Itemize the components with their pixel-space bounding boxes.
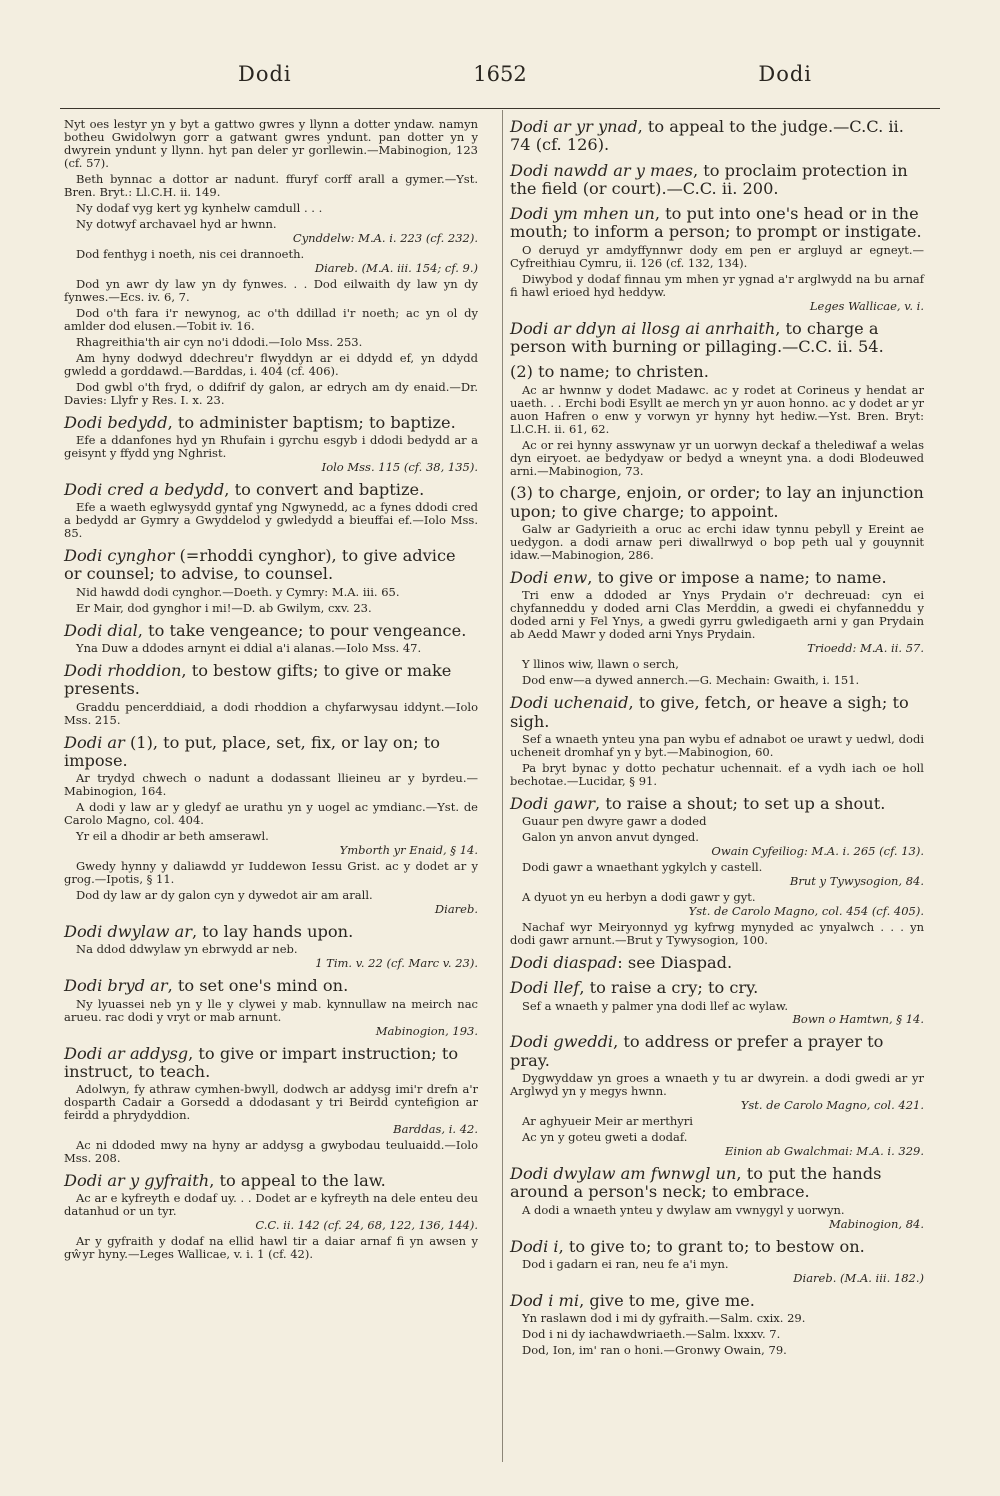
citation: Ar aghyueir Meir ar merthyri [522,1114,693,1129]
entry-headword: Dodi dwylaw am fwnwgl un, to put the hands around a person's neck; to embrace. [510,1163,882,1202]
page-header [60,62,940,102]
citation-source: Owain Cyfeiliog: M.A. i. 265 (cf. 13). [711,844,924,859]
citation: Dod i ni dy iachawdwriaeth.—Salm. lxxxv. 7. [522,1327,781,1342]
citation: Nachaf wyr Meiryonnyd yg kyfrwg mynyded ac ynyalwch . . . yn dodi gawr arnunt.—Brut y Tywysogion, 100. [510,919,924,947]
dictionary-entry [510,484,924,562]
headword-phrase: Dodi llef [510,978,580,998]
entry-headword: Dodi gweddi, to address or prefer a prayer to pray. [510,1032,884,1070]
headword-phrase: Dodi gweddi [510,1032,614,1052]
headword-phrase: Dodi ym mhen un [510,204,655,224]
entry-headword: Dodi cred a bedydd, to convert and baptize. [64,479,425,499]
header-rule [60,108,940,109]
dictionary-entry [64,977,478,1037]
dictionary-entry [64,662,478,727]
citation: Galon yn anvon anvut dynged. [522,830,699,845]
entry-headword: Dodi dwylaw ar, to lay hands upon. [64,922,354,942]
citation: Yn raslawn dod i mi dy gyfraith.—Salm. cxix. 29. [522,1311,806,1326]
citation: Graddu pencerddiaid, a dodi rhoddion a chyfarwysau iddynt.—Iolo Mss. 215. [64,699,478,727]
dictionary-entry [510,1238,924,1285]
citation: A dyuot yn eu herbyn a dodi gawr y gyt. [522,889,756,904]
entry-headword: (3) to charge, enjoin, or order; to lay an injunction upon; to give charge; to appoint. [510,483,924,521]
citation-source: Iolo Mss. 115 (cf. 38, 135). [321,459,478,474]
citation: Adolwyn, fy athraw cymhen-bwyll, dodwch ar addysg imi'r drefn a'r dosparth Cadair a Gorsedd a ddodasant y tri Beirdd cyntefigion ar feirdd a phrydyddion. [64,1082,478,1123]
citation: Ac ar hwnnw y dodet Madawc. ac y rodet at Corineus y hendat ar uaeth. . . Erchi bodi Esyllt ae merch yn yr auon honno. ac y dodet ar yr auon Hafren o enw y vorwyn yr hynny hyt hediw.—Yst. Bren. Bryt: Ll.C.H. ii. 61, 62. [510,382,925,436]
running-head-left: Dodi [238,62,292,86]
dictionary-entry [510,569,924,687]
citation: Yna Duw a ddodes arnynt ei ddial a'i alanas.—Iolo Mss. 47. [76,641,422,656]
entry-headword: Dodi i, to give to; to grant to; to bestow on. [510,1236,865,1256]
entry-headword: Dodi bedydd, to administer baptism; to baptize. [64,412,456,432]
citation-source: 1 Tim. v. 22 (cf. Marc v. 23). [315,956,478,971]
citation-source: Mabinogion, 193. [375,1023,478,1038]
citation: Diwybod y dodaf finnau ym mhen yr ygnad a'r arglwydd na bu arnaf fi hawl erioed hyd heddyw. [510,271,924,299]
citation: Ac yn y goteu gweti a dodaf. [522,1130,688,1144]
citation: Er Mair, dod gynghor i mi!—D. ab Gwilym, cxv. 23. [76,600,372,615]
entry-headword: Dodi ar ddyn ai llosg ai anrhaith, to charge a person with burning or pillaging.—C.C. ii. 54. [510,318,884,356]
dictionary-entry [510,1165,924,1231]
dictionary-entry [64,923,478,970]
citation: A dodi y law ar y gledyf ae urathu yn y uogel ac ymdianc.—Yst. de Carolo Magno, col. 404. [64,800,478,828]
entry-headword: Dodi ar (1), to put, place, set, fix, or lay on; to impose. [64,732,440,770]
citation-source: Trioedd: M.A. ii. 57. [807,641,924,656]
dictionary-entry [64,547,478,615]
headword-phrase: Dodi cred a bedydd [64,479,225,499]
headword-phrase: Dodi ar y gyfraith [64,1171,210,1191]
headword-phrase: Dodi cynghor [64,546,175,566]
citation: Dod gwbl o'th fryd, o ddifrif dy galon, ar edrych am dy enaid.—Dr. Davies: Llyfr y Res. I. x. 23. [64,379,478,407]
citation-source: Yst. de Carolo Magno, col. 454 (cf. 405). [688,903,924,918]
dictionary-entry [64,414,478,474]
headword-phrase: Dodi gawr [510,793,596,813]
entry-headword: Dod i mi, give to me, give me. [510,1290,755,1310]
citation: Pa bryt bynac y dotto pechatur uchennait. ef a vydh iach oe holl bechotae.—Lucidar, § 91. [510,760,924,788]
citation: Ar y gyfraith y dodaf na ellid hawl tir a daiar arnaf fi yn awsen y gŵyr hyny.—Leges Wallicae, v. i. 1 (cf. 42). [64,1234,478,1262]
headword-phrase: Dodi enw [510,568,588,588]
citation: Ny dotwyf archavael hyd ar hwnn. [76,216,277,231]
entry-headword: Dodi enw, to give or impose a name; to name. [510,568,887,588]
headword-phrase: Dodi diaspad [510,952,618,972]
dictionary-entry [64,734,478,916]
citation: Ac ar e kyfreyth e dodaf uy. . . Dodet ar e kyfreyth na dele enteu deu datanhud or un tyr. [64,1191,478,1219]
citation-source: C.C. ii. 142 (cf. 24, 68, 122, 136, 144). [255,1218,478,1233]
entry-headword: Dodi ar yr ynad, to appeal to the judge.—C.C. ii. 74 (cf. 126). [510,117,904,155]
citation: Dodi gawr a wnaethant ygkylch y castell. [522,860,763,874]
dictionary-entry [510,795,924,947]
dictionary-entry [510,320,924,357]
entry-headword: Dodi nawdd ar y maes, to proclaim protection in the field (or court).—C.C. ii. 200. [510,160,908,198]
dictionary-entry [510,205,924,313]
citation: Ac ni ddoded mwy na hyny ar addysg a gwybodau teuluaidd.—Iolo Mss. 208. [64,1138,478,1166]
citation-source: Diareb. [434,902,478,917]
entry-headword: Dodi bryd ar, to set one's mind on. [64,976,349,996]
left-column [64,118,478,1268]
entry-headword: Dodi llef, to raise a cry; to cry. [510,978,759,998]
entry-headword: Dodi rhoddion, to bestow gifts; to give or make presents. [64,661,452,699]
citation-source: Ymborth yr Enaid, § 14. [339,843,478,858]
citation: Am hyny dodwyd ddechreu'r flwyddyn ar ei ddydd ef, yn ddydd gwledd a gorddawd.—Barddas, i. 404 (cf. 406). [64,350,478,378]
citation: Dygwyddaw yn groes a wnaeth y tu ar dwyrein. a dodi gwedi ar yr Arglwyd yn y megys hwnn. [510,1071,924,1099]
citation: Dod i gadarn ei ran, neu fe a'i myn. [522,1256,729,1271]
citation: Galw ar Gadyrieith a oruc ac erchi idaw tynnu pebyll y Ereint ae uedygon. a dodi arnaw peri diwallrwyd o bop peth ual y gouynnit idaw.—Mabinogion, 286. [510,522,924,563]
headword-phrase: Dodi ar addysg [64,1043,189,1063]
citation: Dod, Ion, im' ran o honi.—Gronwy Owain, 79. [522,1343,787,1358]
citation: Rhagreithia'th air cyn no'i ddodi.—Iolo Mss. 253. [76,334,363,349]
entry-headword: Dodi diaspad: see Diaspad. [510,952,733,972]
citation-source: Cynddelw: M.A. i. 223 (cf. 232). [292,230,478,245]
dictionary-entry [64,481,478,540]
entry-headword: Dodi uchenaid, to give, fetch, or heave a sigh; to sigh. [510,693,909,731]
citation-source: Diareb. (M.A. iii. 154; cf. 9.) [314,260,478,275]
citation-source: Barddas, i. 42. [393,1122,478,1137]
dictionary-entry [510,1292,924,1357]
headword-phrase: Dodi dwylaw ar [64,922,192,942]
headword-phrase: Dodi bedydd [64,412,168,432]
dictionary-entry [510,363,924,477]
headword-phrase: Dodi bryd ar [64,976,168,996]
citation: Dod fenthyg i noeth, nis cei drannoeth. [76,246,305,261]
citation-source: Einion ab Gwalchmai: M.A. i. 329. [724,1143,924,1158]
running-head-right: Dodi [758,62,812,86]
column-divider [502,110,503,1462]
citation: Nid hawdd dodi cynghor.—Doeth. y Cymry: M.A. iii. 65. [76,584,400,599]
citation: Ac or rei hynny asswynaw yr un uorwyn deckaf a thelediwaf a welas dyn eiryoet. ae bedydyaw or bedyd a wneynt yna. a dodi Blodeuwed arni.—Mabinogion, 73. [510,437,924,478]
entry-headword: (2) to name; to christen. [510,362,709,382]
entry-headword: Dodi gawr, to raise a shout; to set up a shout. [510,793,886,813]
citation: Dod enw—a dywed annerch.—G. Mechain: Gwaith, i. 151. [522,673,860,688]
dictionary-entry [510,162,924,199]
headword-phrase: Dodi dwylaw am fwnwgl un [510,1163,737,1183]
headword-phrase: Dodi i [510,1236,559,1256]
citation: Sef a wnaeth ynteu yna pan wybu ef adnabot oe urawt y uedwl, dodi ucheneit dromhaf yn y byt.—Mabinogion, 60. [510,731,924,759]
headword-phrase: Dodi dial [64,620,138,640]
headword-phrase: Dodi ar [64,732,125,752]
citation: Nyt oes lestyr yn y byt a gattwo gwres y llynn a dotter yndaw. namyn botheu Gwidolwyn gorr a gatwant gwres yndunt. pan dotter yn y dwyrein yndunt y llynn. hyt pan deler yr gorllewin.—Mabinogion, 123 (cf. 57). [64,117,478,170]
citation: Dod dy law ar dy galon cyn y dywedot air am arall. [76,888,373,903]
citation: Ny dodaf vyg kert yg kynhelw camdull . . . [76,200,323,215]
citation: Guaur pen dwyre gawr a doded [522,814,707,829]
headword-phrase: Dodi rhoddion [64,661,182,681]
citation: O deruyd yr amdyffynnwr dody em pen er argluyd ar egneyt.—Cyfreithiau Cymru, ii. 126 (cf. 132, 134). [510,242,924,270]
dictionary-entry [64,1172,478,1261]
citation-source: Mabinogion, 84. [829,1216,924,1231]
right-column [510,118,924,1364]
dictionary-entry [64,118,478,407]
citation: Ar trydyd chwech o nadunt a dodassant llieineu ar y byrdeu.—Mabinogion, 164. [64,771,478,799]
citation: Dod o'th fara i'r newynog, ac o'th ddillad i'r noeth; ac yn ol dy amlder dod elusen.—Tobit iv. 16. [64,305,478,333]
entry-headword: Dodi ar y gyfraith, to appeal to the law. [64,1171,386,1191]
headword-phrase: Dodi nawdd ar y maes [510,160,693,180]
headword-phrase: Dodi uchenaid [510,693,629,713]
citation-source: Leges Wallicae, v. i. [809,298,924,313]
dictionary-entry [510,694,924,788]
dictionary-entry [510,1033,924,1158]
citation: Y llinos wiw, llawn o serch, [522,657,679,672]
headword-phrase: Dodi ar yr ynad [510,117,638,136]
page-number: 1652 [473,62,527,86]
dictionary-entry [510,118,924,155]
entry-headword: Dodi dial, to take vengeance; to pour vengeance. [64,620,467,640]
citation: Tri enw a ddoded ar Ynys Prydain o'r dechreuad: cyn ei chyfanneddu y doded arni Clas Merddin, a gwedi ei chyfanneddu y doded arni y Fel Ynys, a gwedi gyrru gwledigaeth arni y gan Prydain ab Aedd Mawr y doded arni Ynys Prydain. [510,588,924,642]
dictionary-entry [510,979,924,1026]
headword-phrase: Dodi ar ddyn ai llosg ai anrhaith [510,318,776,338]
entry-headword: Dodi ar addysg, to give or impart instruction; to instruct, to teach. [64,1043,459,1081]
citation: Ny lyuassei neb yn y lle y clywei y mab. kynnullaw na meirch nac arueu. rac dodi y vryt or mab arnunt. [64,996,478,1024]
citation: Na ddod ddwylaw yn ebrwydd ar neb. [76,942,298,957]
citation: Efe a ddanfones hyd yn Rhufain i gyrchu esgyb i ddodi bedydd ar a geisynt y ffydd yng Nghrist. [64,432,478,460]
dictionary-entry [64,1045,478,1166]
citation-source: Brut y Tywysogion, 84. [789,873,924,888]
citation-source: Bown o Hamtwn, § 14. [792,1012,924,1027]
citation: Sef a wnaeth y palmer yna dodi llef ac wylaw. [522,998,789,1013]
citation-source: Yst. de Carolo Magno, col. 421. [740,1098,924,1113]
entry-headword: Dodi cynghor (=rhoddi cynghor), to give advice or counsel; to advise, to counsel. [64,546,456,584]
citation: A dodi a wnaeth ynteu y dwylaw am vwnygyl y uorwyn. [522,1202,845,1217]
citation: Yr eil a dhodir ar beth amserawl. [76,829,269,844]
citation: Gwedy hynny y daliawdd yr Iuddewon Iessu Grist. ac y dodet ar y grog.—Ipotis, § 11. [64,859,478,887]
citation-source: Diareb. (M.A. iii. 182.) [793,1270,924,1285]
headword-phrase: Dod i mi [510,1290,580,1310]
entry-headword: Dodi ym mhen un, to put into one's head or in the mouth; to inform a person; to prompt or instigate. [510,204,922,242]
dictionary-entry [64,622,478,655]
citation: Dod yn awr dy law yn dy fynwes. . . Dod eilwaith dy law yn dy fynwes.—Ecs. iv. 6, 7. [64,276,478,304]
citation: Beth bynnac a dottor ar nadunt. ffuryf corff arall a gymer.—Yst. Bren. Bryt.: Ll.C.H. ii. 149. [64,171,478,199]
dictionary-entry [510,954,924,972]
citation: Efe a waeth eglwysydd gyntaf yng Ngwynedd, ac a fynes ddodi cred a bedydd ar Gymry a Gwyddelod y gwledydd a bieuffai ef.—Iolo Mss. 85. [64,500,478,541]
